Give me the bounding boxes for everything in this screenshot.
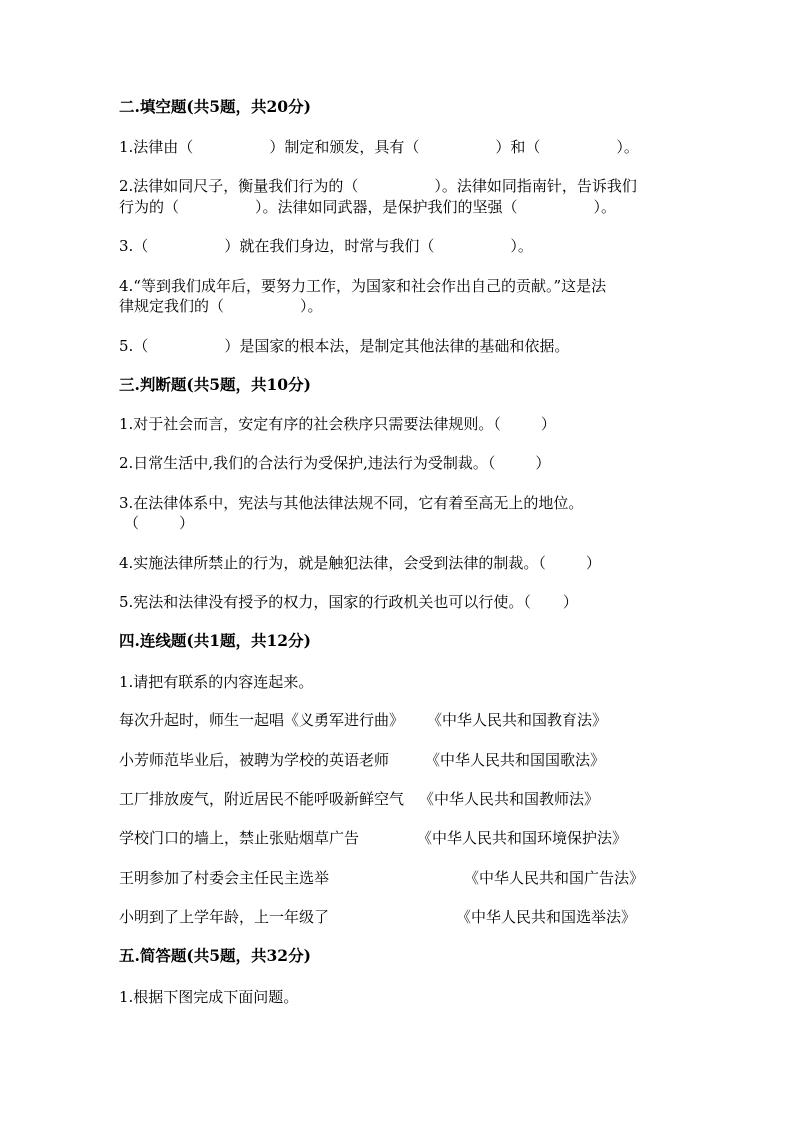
fill-question-5: 5.（ ）是国家的根本法，是制定其他法律的基础和依据。 — [119, 337, 570, 355]
matching-right-item[interactable]: 《中华人民共和国国歌法》 — [425, 751, 606, 769]
matching-right-item[interactable]: 《中华人民共和国广告法》 — [464, 869, 645, 887]
matching-right-item[interactable]: 《中华人民共和国教育法》 — [427, 711, 608, 729]
matching-left-item[interactable]: 每次升起时，师生一起唱《义勇军进行曲》 — [119, 711, 405, 729]
fill-question-4-line-1: 4.“等到我们成年后，要努力工作，为国家和社会作出自己的贡献。”这是法 — [119, 277, 607, 295]
judge-question-1: 1.对于社会而言，安定有序的社会秩序只需要法律规则。（ ） — [119, 415, 556, 433]
section-title-matching: 四.连线题(共1题，共12分) — [119, 631, 311, 650]
section-title-short-answer: 五.简答题(共5题，共32分) — [119, 946, 311, 965]
section-title-fill-blank: 二.填空题(共5题，共20分) — [119, 97, 311, 116]
matching-prompt: 1.请把有联系的内容连起来。 — [119, 673, 314, 691]
matching-left-item[interactable]: 小芳师范毕业后，被聘为学校的英语老师 — [119, 751, 390, 769]
matching-right-item[interactable]: 《中华人民共和国选举法》 — [456, 908, 637, 926]
fill-question-3: 3.（ ）就在我们身边，时常与我们（ ）。 — [119, 237, 533, 255]
matching-left-item[interactable]: 学校门口的墙上，禁止张贴烟草广告 — [119, 829, 360, 847]
matching-right-item[interactable]: 《中华人民共和国环境保护法》 — [417, 829, 628, 847]
section-title-true-false: 三.判断题(共5题，共10分) — [119, 375, 311, 394]
judge-question-4: 4.实施法律所禁止的行为，就是触犯法律，会受到法律的制裁。（ ） — [119, 554, 601, 572]
judge-question-3-line-2: （ ） — [124, 514, 195, 532]
matching-right-item[interactable]: 《中华人民共和国教师法》 — [419, 790, 600, 808]
fill-question-4-line-2: 律规定我们的（ ）。 — [119, 297, 323, 315]
fill-question-2-line-1: 2.法律如同尺子，衡量我们行为的（ ）。法律如同指南针，告诉我们 — [119, 177, 637, 195]
judge-question-5: 5.宪法和法律没有授予的权力，国家的行政机关也可以行使。（ ） — [119, 593, 578, 611]
fill-question-1: 1.法律由（ ）制定和颁发，具有（ ）和（ ）。 — [119, 138, 639, 156]
judge-question-2: 2.日常生活中,我们的合法行为受保护,违法行为受制裁。（ ） — [119, 454, 551, 472]
judge-question-3-line-1: 3.在法律体系中，宪法与其他法律法规不同，它有着至高无上的地位。 — [119, 494, 584, 512]
fill-question-2-line-2: 行为的（ ）。法律如同武器，是保护我们的坚强（ ）。 — [119, 198, 617, 216]
matching-left-item[interactable]: 王明参加了村委会主任民主选举 — [119, 869, 330, 887]
matching-left-item[interactable]: 小明到了上学年龄，上一年级了 — [119, 908, 330, 926]
matching-left-item[interactable]: 工厂排放废气，附近居民不能呼吸新鲜空气 — [119, 790, 405, 808]
short-answer-prompt: 1.根据下图完成下面问题。 — [119, 988, 299, 1006]
